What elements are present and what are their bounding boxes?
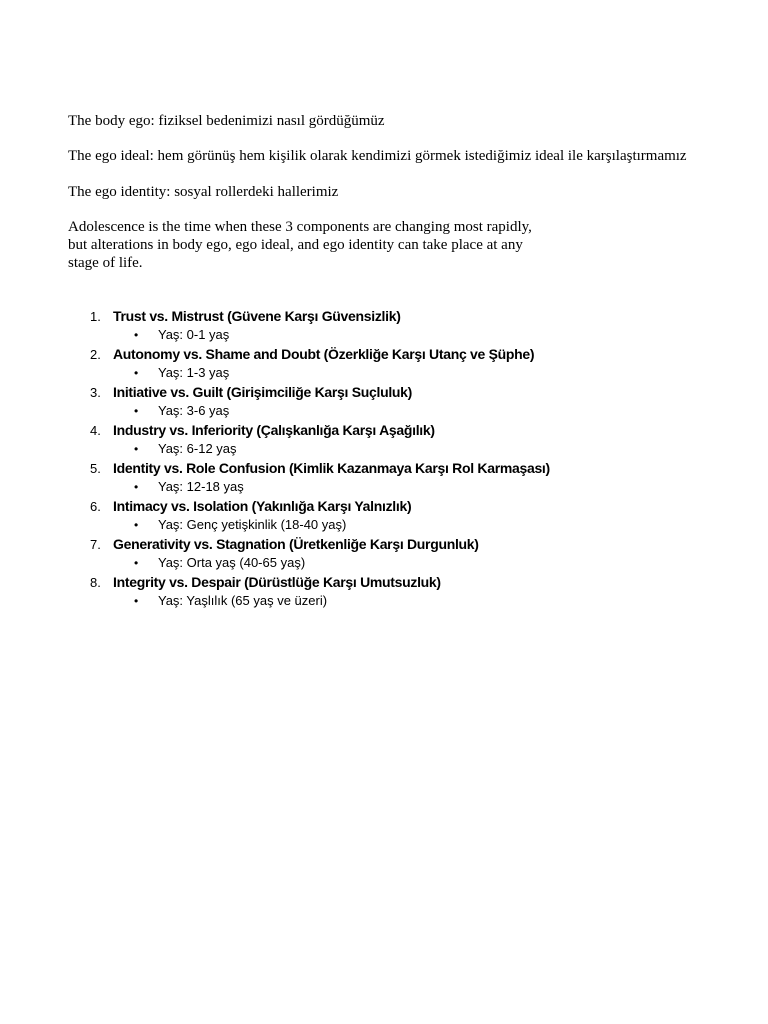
list-item	[0, 459, 768, 497]
list-item	[0, 421, 768, 459]
bullet-icon: •	[134, 442, 139, 456]
stage-title: Integrity vs. Despair (Dürüstlüğe Karşı Umutsuzluk)	[113, 574, 441, 590]
stage-age: Yaş: Yaşlılık (65 yaş ve üzeri)	[158, 593, 328, 608]
list-item	[0, 573, 768, 611]
stage-title: Generativity vs. Stagnation (Üretkenliğe Karşı Durgunluk)	[113, 536, 479, 552]
stage-title: Autonomy vs. Shame and Doubt (Özerkliğe Karşı Utanç ve Şüphe)	[113, 346, 535, 362]
bullet-icon: •	[134, 328, 139, 342]
stage-number: 6.	[90, 499, 101, 514]
stage-number: 2.	[90, 347, 101, 362]
bullet-icon: •	[134, 556, 139, 570]
stage-title: Initiative vs. Guilt (Girişimciliğe Karşı Suçluluk)	[113, 384, 413, 400]
stage-title: Industry vs. Inferiority (Çalışkanlığa Karşı Aşağılık)	[113, 422, 435, 438]
bullet-icon: •	[134, 518, 139, 532]
stage-age: Yaş: 12-18 yaş	[158, 479, 244, 494]
bullet-icon: •	[134, 594, 139, 608]
list-item	[0, 497, 768, 535]
stage-number: 5.	[90, 461, 101, 476]
body-ego-paragraph: The body ego: fiziksel bedenimizi nasıl gördüğümüz	[68, 113, 385, 129]
list-item	[0, 535, 768, 573]
stage-number: 4.	[90, 423, 101, 438]
stage-age: Yaş: Genç yetişkinlik (18-40 yaş)	[158, 517, 347, 532]
stage-age: Yaş: 6-12 yaş	[158, 441, 237, 456]
list-item	[0, 345, 768, 383]
adolescence-paragraph: Adolescence is the time when these 3 components are changing most rapidly, but alterations in body ego, ego ideal, and ego identity can take place at any stage of life.	[68, 219, 532, 271]
bullet-icon: •	[134, 480, 139, 494]
stage-age: Yaş: Orta yaş (40-65 yaş)	[158, 555, 306, 570]
stage-age: Yaş: 0-1 yaş	[158, 327, 230, 342]
bullet-icon: •	[134, 404, 139, 418]
list-item	[0, 383, 768, 421]
stage-title: Trust vs. Mistrust (Güvene Karşı Güvensizlik)	[113, 308, 401, 324]
stage-age: Yaş: 3-6 yaş	[158, 403, 230, 418]
list-item	[0, 307, 768, 345]
stage-age: Yaş: 1-3 yaş	[158, 365, 230, 380]
bullet-icon: •	[134, 366, 139, 380]
stage-number: 3.	[90, 385, 101, 400]
stage-title: Intimacy vs. Isolation (Yakınlığa Karşı Yalnızlık)	[113, 498, 412, 514]
stage-number: 8.	[90, 575, 101, 590]
stage-title: Identity vs. Role Confusion (Kimlik Kazanmaya Karşı Rol Karmaşası)	[113, 460, 550, 476]
stage-number: 7.	[90, 537, 101, 552]
ego-identity-paragraph: The ego identity: sosyal rollerdeki hallerimiz	[68, 184, 339, 200]
ego-ideal-paragraph: The ego ideal: hem görünüş hem kişilik olarak kendimizi görmek istediğimiz ideal ile karşılaştırmamız	[68, 148, 687, 164]
erikson-stages-list	[0, 307, 768, 611]
stage-number: 1.	[90, 309, 101, 324]
